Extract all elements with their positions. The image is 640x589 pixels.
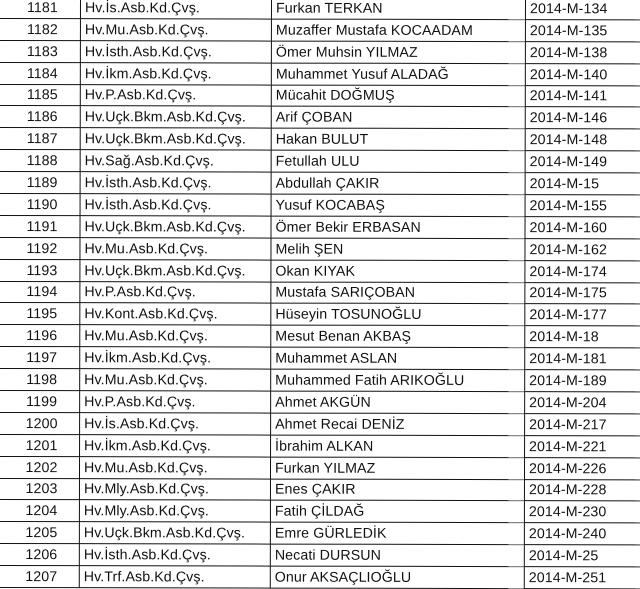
person-name-cell: Muhammet Yusuf ALADAĞ (271, 63, 525, 85)
person-name-cell: Furkan YILMAZ (270, 457, 524, 479)
table-row (0, 522, 640, 545)
person-name-cell: Mustafa SARIÇOBAN (271, 282, 525, 304)
rank-cell: Hv.İsth.Asb.Kd.Çvş. (80, 40, 271, 62)
row-number-cell: 1181 (0, 0, 80, 19)
registry-code-cell: 2014-M-149 (525, 151, 640, 173)
row-number-cell: 1205 (0, 522, 79, 544)
registry-code-cell: 2014-M-174 (525, 260, 640, 282)
table-row (0, 566, 640, 589)
rank-cell: Hv.Trf.Asb.Kd.Çvş. (79, 566, 270, 588)
registry-code-cell: 2014-M-141 (525, 85, 640, 107)
rank-cell: Hv.İsth.Asb.Kd.Çvş. (80, 194, 271, 216)
row-number-cell: 1182 (0, 18, 80, 40)
registry-code-cell: 2014-M-160 (525, 217, 640, 239)
person-name-cell: Arif ÇOBAN (271, 107, 525, 129)
rank-cell: Hv.İsth.Asb.Kd.Çvş. (79, 544, 270, 566)
table-row (0, 172, 640, 195)
row-number-cell: 1206 (0, 544, 79, 566)
registry-code-cell: 2014-M-18 (525, 326, 640, 348)
rank-cell: Hv.Mly.Asb.Kd.Çvş. (79, 500, 270, 522)
rank-cell: Hv.Kont.Asb.Kd.Çvş. (80, 303, 271, 325)
registry-code-cell: 2014-M-217 (525, 414, 640, 436)
table-row (0, 456, 640, 479)
rank-cell: Hv.İkm.Asb.Kd.Çvş. (80, 434, 271, 456)
person-name-cell: Hakan BULUT (271, 128, 525, 150)
row-number-cell: 1196 (0, 325, 80, 347)
person-name-cell: Ömer Bekir ERBASAN (271, 216, 525, 238)
row-number-cell: 1190 (0, 194, 80, 216)
rank-cell: Hv.İs.Asb.Kd.Çvş. (80, 413, 271, 435)
table-row (0, 500, 640, 523)
row-number-cell: 1198 (0, 369, 80, 391)
table-row (0, 0, 640, 20)
rank-cell: Hv.Uçk.Bkm.Asb.Kd.Çvş. (79, 522, 270, 544)
row-number-cell: 1186 (0, 106, 80, 128)
row-number-cell: 1193 (0, 259, 80, 281)
table-row (0, 325, 640, 348)
table-row (0, 62, 640, 85)
registry-code-cell: 2014-M-226 (524, 457, 640, 479)
rank-cell: Hv.İs.Asb.Kd.Çvş. (80, 0, 271, 19)
row-number-cell: 1183 (0, 40, 80, 62)
table-row (0, 215, 640, 238)
registry-code-cell: 2014-M-162 (525, 238, 640, 260)
rank-cell: Hv.Mu.Asb.Kd.Çvş. (80, 237, 271, 259)
row-number-cell: 1194 (0, 281, 80, 303)
person-name-cell: Muhammet ASLAN (271, 347, 525, 369)
rank-cell: Hv.İkm.Asb.Kd.Çvş. (80, 62, 271, 84)
rank-cell: Hv.Mly.Asb.Kd.Çvş. (79, 478, 270, 500)
registry-code-cell: 2014-M-240 (524, 523, 640, 545)
row-number-cell: 1207 (0, 566, 79, 588)
rank-cell: Hv.P.Asb.Kd.Çvş. (80, 281, 271, 303)
registry-code-cell: 2014-M-177 (525, 304, 640, 326)
registry-code-cell: 2014-M-221 (525, 435, 640, 457)
person-name-cell: Enes ÇAKIR (270, 479, 524, 501)
person-name-cell: Muhammed Fatih ARIKOĞLU (271, 369, 525, 391)
rank-cell: Hv.Mu.Asb.Kd.Çvş. (79, 456, 270, 478)
person-name-cell: Onur AKSAÇLIOĞLU (270, 566, 524, 588)
rank-cell: Hv.Uçk.Bkm.Asb.Kd.Çvş. (80, 128, 271, 150)
registry-code-cell: 2014-M-181 (525, 348, 640, 370)
table-row (0, 544, 640, 567)
registry-code-cell: 2014-M-146 (525, 107, 640, 129)
row-number-cell: 1192 (0, 237, 80, 259)
table-row (0, 128, 640, 151)
rank-cell: Hv.P.Asb.Kd.Çvş. (80, 391, 271, 413)
registry-code-cell: 2014-M-140 (525, 63, 640, 85)
person-name-cell: Muzaffer Mustafa KOCAADAM (271, 19, 525, 41)
row-number-cell: 1195 (0, 303, 80, 325)
row-number-cell: 1200 (0, 412, 80, 434)
person-name-cell: Fatih ÇİLDAĞ (270, 501, 524, 523)
registry-code-cell: 2014-M-135 (525, 19, 640, 41)
row-number-cell: 1184 (0, 62, 80, 84)
table-row (0, 194, 640, 217)
registry-code-cell: 2014-M-138 (525, 41, 640, 63)
row-number-cell: 1189 (0, 172, 80, 194)
row-number-cell: 1201 (0, 434, 80, 456)
table-row (0, 303, 640, 326)
person-name-cell: Ahmet AKGÜN (271, 391, 525, 413)
rank-cell: Hv.Sağ.Asb.Kd.Çvş. (80, 150, 271, 172)
person-name-cell: Hüseyin TOSUNOĞLU (271, 304, 525, 326)
table-row (0, 40, 640, 63)
person-name-cell: Mücahit DOĞMUŞ (271, 85, 525, 107)
row-number-cell: 1191 (0, 215, 80, 237)
person-name-cell: Melih ŞEN (271, 238, 525, 260)
table-row (0, 369, 640, 392)
person-name-cell: Necati DURSUN (270, 544, 524, 566)
person-name-cell: Emre GÜRLEDİK (270, 522, 524, 544)
person-name-cell: Mesut Benan AKBAŞ (271, 325, 525, 347)
table-row (0, 281, 640, 304)
registry-code-cell: 2014-M-148 (525, 129, 640, 151)
table-row (0, 84, 640, 107)
rank-cell: Hv.P.Asb.Kd.Çvş. (80, 84, 271, 106)
rank-cell: Hv.Mu.Asb.Kd.Çvş. (80, 369, 271, 391)
person-name-cell: Okan KIYAK (271, 260, 525, 282)
table-row (0, 259, 640, 282)
person-name-cell: Ömer Muhsin YILMAZ (271, 41, 525, 63)
rank-cell: Hv.Uçk.Bkm.Asb.Kd.Çvş. (80, 106, 271, 128)
table-row (0, 391, 640, 414)
row-number-cell: 1185 (0, 84, 80, 106)
person-name-cell: Ahmet Recai DENİZ (271, 413, 525, 435)
registry-code-cell: 2014-M-204 (525, 392, 640, 414)
registry-code-cell: 2014-M-134 (525, 0, 640, 20)
table-row (0, 150, 640, 173)
registry-code-cell: 2014-M-155 (525, 195, 640, 217)
registry-code-cell: 2014-M-230 (524, 501, 640, 523)
row-number-cell: 1188 (0, 150, 80, 172)
row-number-cell: 1197 (0, 347, 80, 369)
rank-cell: Hv.Mu.Asb.Kd.Çvş. (80, 19, 271, 41)
registry-code-cell: 2014-M-15 (525, 173, 640, 195)
registry-code-cell: 2014-M-251 (524, 567, 640, 589)
rank-cell: Hv.Uçk.Bkm.Asb.Kd.Çvş. (80, 216, 271, 238)
person-name-cell: Furkan TERKAN (271, 0, 525, 19)
table-row (0, 434, 640, 457)
table-row (0, 412, 640, 435)
person-name-cell: İbrahim ALKAN (271, 435, 525, 457)
table-row (0, 18, 640, 41)
rank-cell: Hv.Mu.Asb.Kd.Çvş. (80, 325, 271, 347)
row-number-cell: 1203 (0, 478, 79, 500)
table-row (0, 106, 640, 129)
table-row (0, 347, 640, 370)
row-number-cell: 1204 (0, 500, 79, 522)
rank-cell: Hv.İkm.Asb.Kd.Çvş. (80, 347, 271, 369)
row-number-cell: 1199 (0, 391, 80, 413)
rank-cell: Hv.Uçk.Bkm.Asb.Kd.Çvş. (80, 259, 271, 281)
registry-code-cell: 2014-M-175 (525, 282, 640, 304)
table-row (0, 237, 640, 260)
person-name-cell: Yusuf KOCABAŞ (271, 194, 525, 216)
row-number-cell: 1202 (0, 456, 80, 478)
row-number-cell: 1187 (0, 128, 80, 150)
registry-code-cell: 2014-M-228 (524, 479, 640, 501)
person-name-cell: Abdullah ÇAKIR (271, 172, 525, 194)
registry-code-cell: 2014-M-189 (525, 370, 640, 392)
person-name-cell: Fetullah ULU (271, 150, 525, 172)
table-row (0, 478, 640, 501)
registry-code-cell: 2014-M-25 (524, 545, 640, 567)
rank-cell: Hv.İsth.Asb.Kd.Çvş. (80, 172, 271, 194)
